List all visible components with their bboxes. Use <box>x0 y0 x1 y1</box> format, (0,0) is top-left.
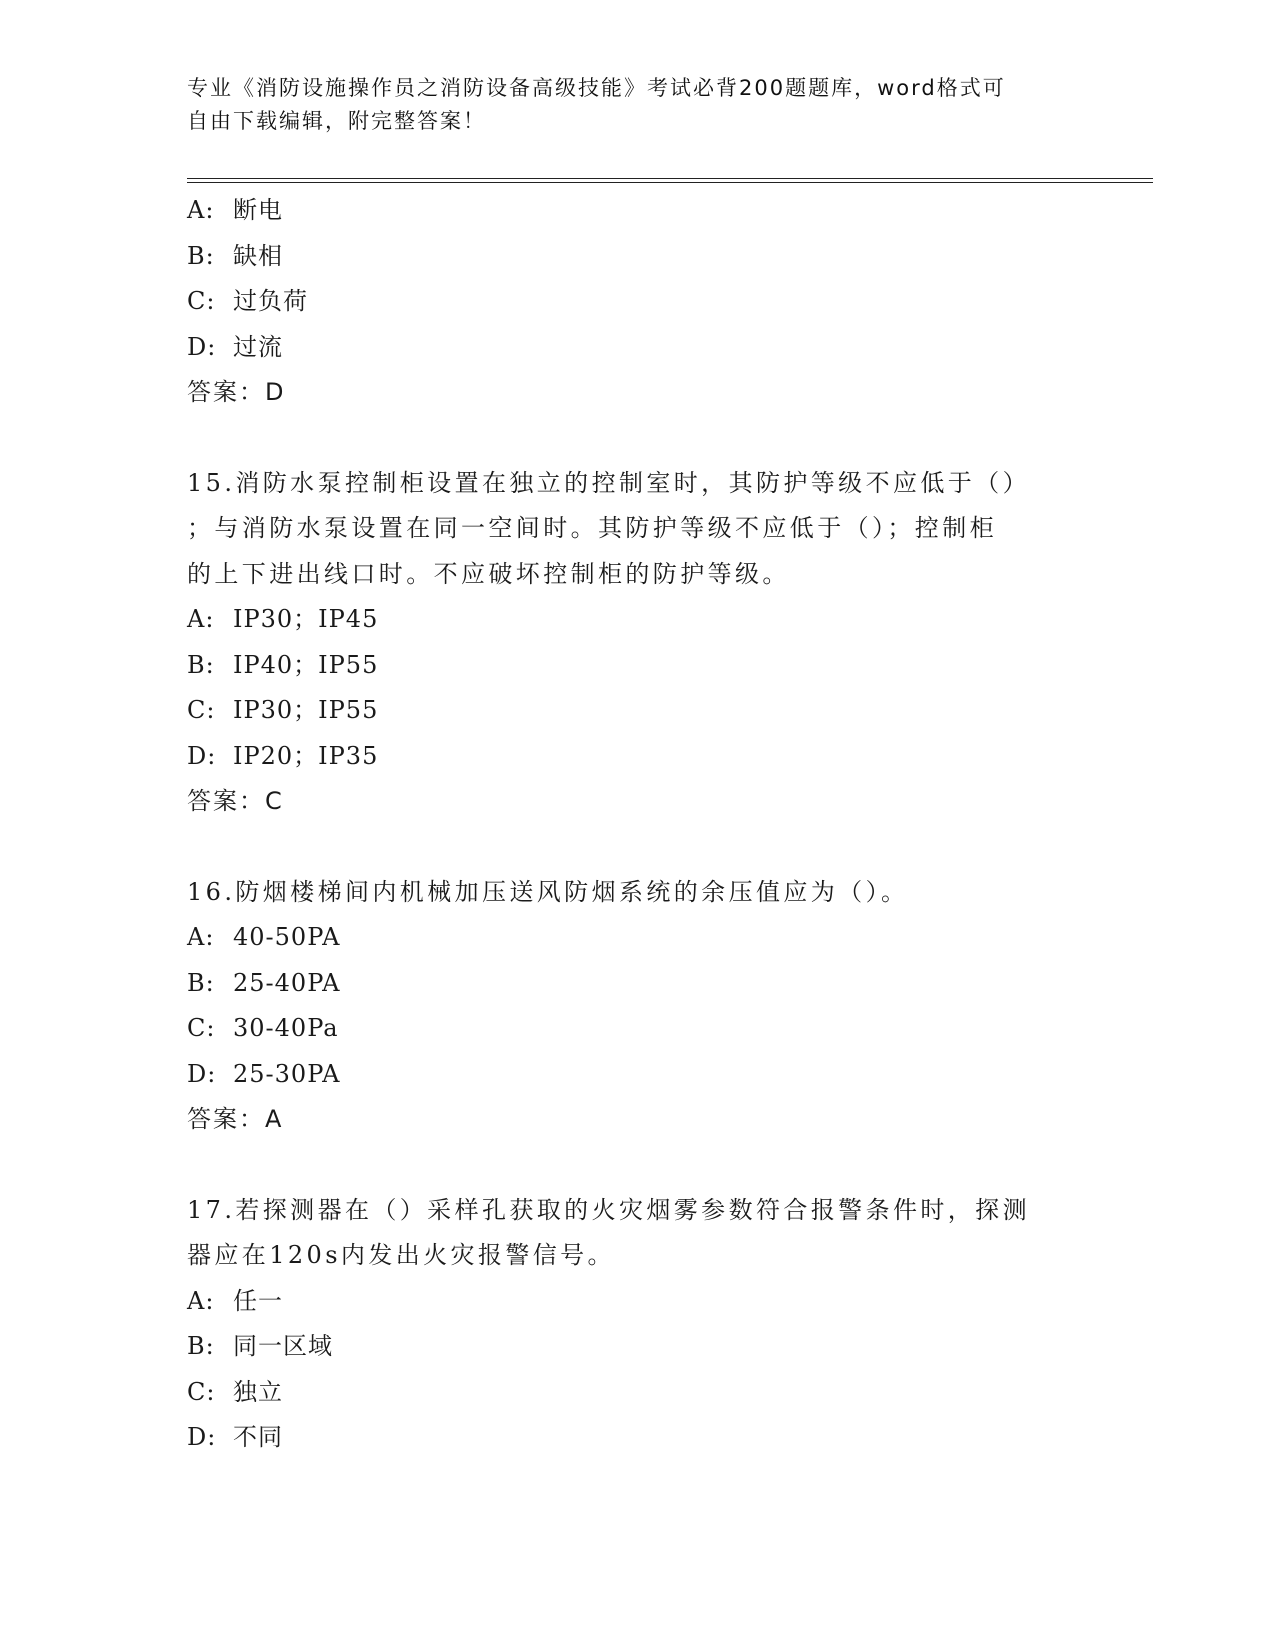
option-c <box>187 1370 1067 1416</box>
answer-line: 答案：A <box>187 1105 284 1133</box>
option-text: IP30；IP45 <box>233 605 379 633</box>
option-text: 缺相 <box>233 241 283 270</box>
stem-line: 17.若探测器在（）采样孔获取的火灾烟雾参数符合报警条件时，探测 <box>187 1195 1030 1224</box>
question-17 <box>187 1188 1067 1461</box>
option-letter: B: <box>187 650 215 679</box>
option-text: 40-50PA <box>233 923 341 951</box>
option-letter: A: <box>187 196 215 224</box>
option-c <box>187 688 1067 734</box>
option-c <box>187 1006 1067 1052</box>
header-line-2: 自由下载编辑，附完整答案！ <box>187 109 486 133</box>
stem-line: 15.消防水泵控制柜设置在独立的控制室时，其防护等级不应低于（） <box>187 468 1030 497</box>
option-b <box>187 234 1067 280</box>
option-d <box>187 325 1067 371</box>
stem-line: 16.防烟楼梯间内机械加压送风防烟系统的余压值应为（）。 <box>187 877 909 906</box>
answer-line: 答案：C <box>187 787 284 815</box>
stem-line: 的上下进出线口时。不应破坏控制柜的防护等级。 <box>187 559 790 588</box>
option-text: IP20；IP35 <box>233 741 379 770</box>
option-a <box>187 597 1067 643</box>
option-letter: D: <box>187 1059 217 1088</box>
question-stem <box>187 870 1067 916</box>
stem-line: ；与消防水泵设置在同一空间时。其防护等级不应低于（）；控制柜 <box>187 514 997 542</box>
header-rule-top <box>187 178 1153 179</box>
option-letter: C: <box>187 287 216 315</box>
option-letter: B: <box>187 241 215 270</box>
header-rule-bottom <box>187 182 1153 183</box>
option-d <box>187 734 1067 780</box>
question-list <box>187 188 1067 1461</box>
option-letter: B: <box>187 1332 215 1360</box>
option-text: IP30；IP55 <box>233 696 379 724</box>
option-letter: A: <box>187 1286 215 1315</box>
option-b <box>187 961 1067 1007</box>
option-letter: B: <box>187 968 215 997</box>
option-letter: A: <box>187 923 215 951</box>
question-15 <box>187 461 1067 825</box>
option-text: 30-40Pa <box>233 1014 339 1042</box>
stem-line: 器应在120s内发出火灾报警信号。 <box>187 1241 615 1269</box>
option-a <box>187 188 1067 234</box>
option-text: 25-40PA <box>233 968 341 997</box>
option-text: 任一 <box>233 1286 283 1315</box>
header-line-1: 专业《消防设施操作员之消防设备高级技能》考试必背200题题库，word格式可 <box>187 76 1006 100</box>
option-text: 不同 <box>233 1423 283 1451</box>
option-letter: C: <box>187 1014 216 1042</box>
option-a <box>187 915 1067 961</box>
option-text: 过负荷 <box>233 287 308 315</box>
option-letter: C: <box>187 696 216 724</box>
option-text: 同一区域 <box>233 1332 333 1360</box>
option-c <box>187 279 1067 325</box>
answer-line: 答案：D <box>187 378 286 406</box>
option-letter: A: <box>187 605 215 633</box>
question-14 <box>187 188 1067 416</box>
option-text: 独立 <box>233 1377 283 1406</box>
option-a <box>187 1279 1067 1325</box>
question-stem <box>187 461 1067 598</box>
question-stem <box>187 1188 1067 1279</box>
option-text: IP40；IP55 <box>233 650 379 679</box>
option-letter: D: <box>187 332 217 361</box>
option-b <box>187 643 1067 689</box>
option-text: 过流 <box>233 332 283 361</box>
option-text: 25-30PA <box>233 1059 341 1088</box>
document-header <box>187 72 1067 138</box>
question-16 <box>187 870 1067 1143</box>
option-d <box>187 1415 1067 1461</box>
option-b <box>187 1324 1067 1370</box>
option-letter: C: <box>187 1377 216 1406</box>
option-text: 断电 <box>233 196 283 224</box>
option-letter: D: <box>187 1423 217 1451</box>
option-letter: D: <box>187 741 217 770</box>
option-d <box>187 1052 1067 1098</box>
